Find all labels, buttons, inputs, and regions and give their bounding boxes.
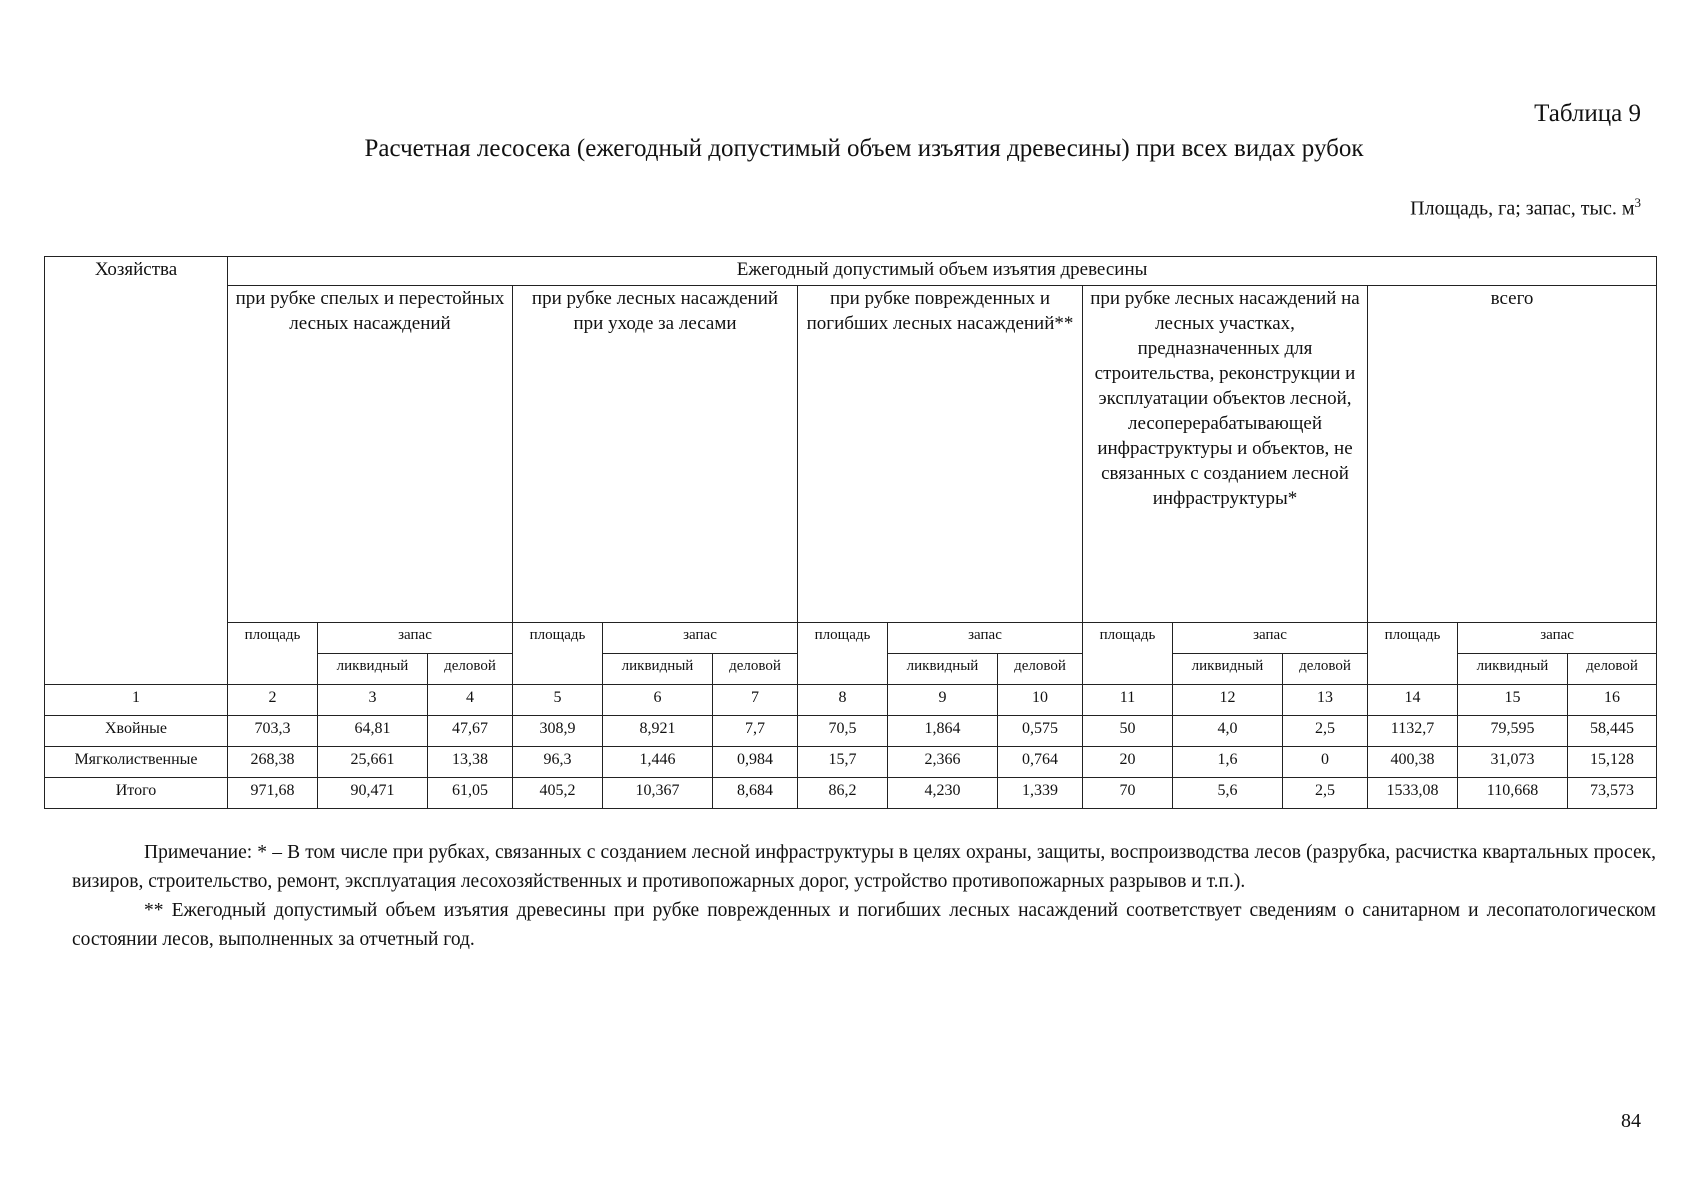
table-row [45,747,1657,778]
column-number: 16 [1568,685,1657,716]
table-cell: 7,7 [713,716,798,747]
table-row-total [45,778,1657,809]
column-number: 9 [888,685,998,716]
subheader-business: деловой [428,654,513,685]
notes [72,838,1656,954]
note-2: ** Ежегодный допустимый объем изъятия древесины при рубке поврежденных и погибших лесных насаждений соответствует сведениям о санитарном и лесопатологическом состоянии лесов, выполненных за отчетный год. [72,900,1656,950]
table-cell: 64,81 [318,716,428,747]
column-number: 3 [318,685,428,716]
subheader-area: площадь [1368,623,1458,685]
table-cell: 405,2 [513,778,603,809]
table-cell: 1,446 [603,747,713,778]
column-number: 12 [1173,685,1283,716]
table-cell: 2,5 [1283,716,1368,747]
table-cell: 0,984 [713,747,798,778]
table-cell: 4,230 [888,778,998,809]
subheader-liquid: ликвидный [888,654,998,685]
table-cell: 25,661 [318,747,428,778]
group-header: при рубке лесных насаждений на лесных участках, предназначенных для строительства, реконструкции и эксплуатации объектов лесной, лесоперерабатывающей инфраструктуры и объектов, не связанных с созданием лесной инфраструктуры* [1083,286,1368,623]
subheader-area: площадь [513,623,603,685]
column-number: 11 [1083,685,1173,716]
column-number: 8 [798,685,888,716]
table-cell: 90,471 [318,778,428,809]
table-cell: 4,0 [1173,716,1283,747]
row-label: Итого [45,778,228,809]
table-cell: 308,9 [513,716,603,747]
column-number: 13 [1283,685,1368,716]
subheader-business: деловой [998,654,1083,685]
subheader-liquid: ликвидный [318,654,428,685]
table-cell: 70 [1083,778,1173,809]
units-note [1410,195,1641,221]
subheader-business: деловой [1568,654,1657,685]
column-number: 1 [45,685,228,716]
table-cell: 47,67 [428,716,513,747]
table-cell: 96,3 [513,747,603,778]
column-number: 4 [428,685,513,716]
table-cell: 5,6 [1173,778,1283,809]
table-cell: 15,128 [1568,747,1657,778]
table-cell: 2,5 [1283,778,1368,809]
subheader-business: деловой [713,654,798,685]
table-cell: 79,595 [1458,716,1568,747]
column-number: 5 [513,685,603,716]
table-cell: 61,05 [428,778,513,809]
note-1: Примечание: * – В том числе при рубках, связанных с созданием лесной инфраструктуры в целях охраны, защиты, воспроизводства лесов (разрубка, расчистка квартальных просек, визиров, строительство, ремонт, эксплуатация лесохозяйственных и противопожарных дорог, устройство противопожарных разрывов и т.п.). [72,842,1656,892]
group-header: при рубке поврежденных и погибших лесных насаждений** [798,286,1083,623]
table-cell: 1132,7 [1368,716,1458,747]
table-cell: 703,3 [228,716,318,747]
subheader-liquid: ликвидный [1458,654,1568,685]
table-cell: 400,38 [1368,747,1458,778]
subheader-stock: запас [603,623,798,654]
subheader-area: площадь [798,623,888,685]
subheader-liquid: ликвидный [1173,654,1283,685]
table-cell: 0,764 [998,747,1083,778]
table-cell: 8,684 [713,778,798,809]
subheader-stock: запас [318,623,513,654]
column-number: 6 [603,685,713,716]
table-cell: 268,38 [228,747,318,778]
table-number: Таблица 9 [1534,100,1641,127]
row-label: Мягколиственные [45,747,228,778]
table-cell: 110,668 [1458,778,1568,809]
table-cell: 31,073 [1458,747,1568,778]
table-cell: 10,367 [603,778,713,809]
table-title: Расчетная лесосека (ежегодный допустимый объем изъятия древесины) при всех видах рубок [364,135,1364,162]
subheader-stock: запас [888,623,1083,654]
column-number: 2 [228,685,318,716]
subheader-stock: запас [1458,623,1657,654]
table-cell: 2,366 [888,747,998,778]
table-cell: 1533,08 [1368,778,1458,809]
table-row [45,716,1657,747]
table-cell: 1,864 [888,716,998,747]
table-cell: 50 [1083,716,1173,747]
units-text: Площадь, га; запас, тыс. м [1410,197,1635,220]
group-header: всего [1368,286,1657,623]
column-number: 7 [713,685,798,716]
subheader-area: площадь [1083,623,1173,685]
row-label: Хвойные [45,716,228,747]
column-number: 10 [998,685,1083,716]
table-cell: 971,68 [228,778,318,809]
table-cell: 73,573 [1568,778,1657,809]
table-cell: 13,38 [428,747,513,778]
table-cell: 8,921 [603,716,713,747]
subheader-stock: запас [1173,623,1368,654]
column-number: 15 [1458,685,1568,716]
subheader-business: деловой [1283,654,1368,685]
table-cell: 1,339 [998,778,1083,809]
subheader-liquid: ликвидный [603,654,713,685]
table-cell: 0,575 [998,716,1083,747]
table-cell: 15,7 [798,747,888,778]
table-cell: 1,6 [1173,747,1283,778]
table-cell: 0 [1283,747,1368,778]
column-number: 14 [1368,685,1458,716]
group-header: при рубке лесных насаждений при уходе за лесами [513,286,798,623]
group-header: при рубке спелых и перестойных лесных насаждений [228,286,513,623]
subheader-area: площадь [228,623,318,685]
table-cell: 86,2 [798,778,888,809]
page-number: 84 [1621,1110,1641,1132]
table-cell: 70,5 [798,716,888,747]
header-farms: Хозяйства [45,257,228,685]
logging-table [44,256,1657,809]
table-cell: 58,445 [1568,716,1657,747]
column-number-row [45,685,1657,716]
table-cell: 20 [1083,747,1173,778]
header-annual-volume: Ежегодный допустимый объем изъятия древесины [228,257,1657,286]
units-superscript: 3 [1634,195,1641,210]
